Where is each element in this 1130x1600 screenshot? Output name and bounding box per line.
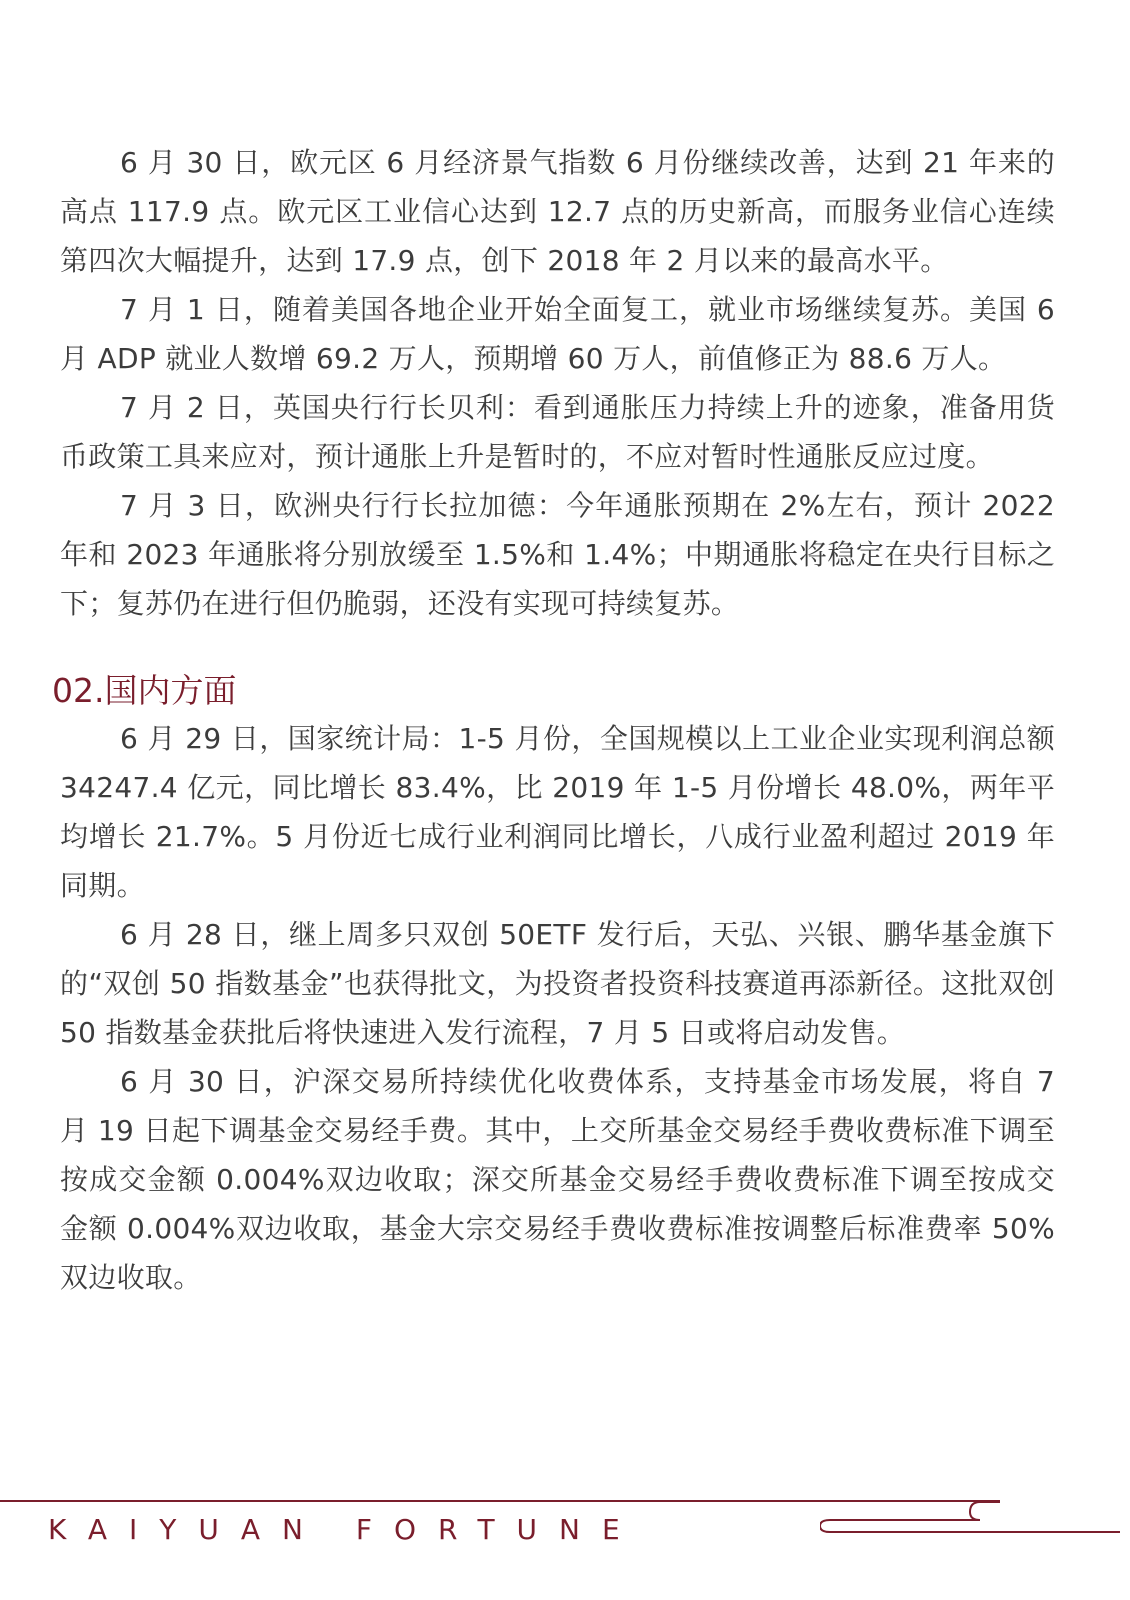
paragraph-dual-innovation-50: 6 月 28 日，继上周多只双创 50ETF 发行后，天弘、兴银、鹏华基金旗下的“双创 50 指数基金”也获得批文，为投资者投资科技赛道再添新径。这批双创 50 指数基金获批后将快速进入发行流程，7 月 5 日或将启动发售。: [60, 918, 1055, 1049]
section-title-domestic: 02.国内方面: [52, 671, 237, 710]
paragraph-eurozone-sentiment: 6 月 30 日，欧元区 6 月经济景气指数 6 月份继续改善，达到 21 年来的高点 117.9 点。欧元区工业信心达到 12.7 点的历史新高，而服务业信心连续第四次大幅提升，达到 17.9 点，创下 2018 年 2 月以来的最高水平。: [60, 146, 1055, 277]
page-footer: [0, 1470, 1130, 1550]
paragraph-boe-bailey: 7 月 2 日，英国央行行长贝利：看到通胀压力持续上升的迹象，准备用货币政策工具来应对，预计通胀上升是暂时的，不应对暂时性通胀反应过度。: [60, 391, 1055, 473]
footer-brand-wordmark: KAIYUAN FORTUNE: [48, 1513, 642, 1546]
paragraph-exchange-fees: 6 月 30 日，沪深交易所持续优化收费体系，支持基金市场发展，将自 7 月 19 日起下调基金交易经手费。其中，上交所基金交易经手费收费标准下调至按成交金额 0.004%双边收取；深交所基金交易经手费收费标准下调至按成交金额 0.004%双边收取，基金大宗交易经手费收费标准按调整后标准费率 50%双边收取。: [60, 1065, 1055, 1294]
paragraph-ecb-lagarde: 7 月 3 日，欧洲央行行长拉加德：今年通胀预期在 2%左右，预计 2022 年和 2023 年通胀将分别放缓至 1.5%和 1.4%；中期通胀将稳定在央行目标之下；复苏仍在进行但仍脆弱，还没有实现可持续复苏。: [60, 489, 1055, 620]
paragraph-us-adp: 7 月 1 日，随着美国各地企业开始全面复工，就业市场继续复苏。美国 6 月 ADP 就业人数增 69.2 万人，预期增 60 万人，前值修正为 88.6 万人。: [60, 293, 1055, 375]
document-body: [52, 138, 1055, 1302]
paragraph-nbs-profits: 6 月 29 日，国家统计局：1-5 月份，全国规模以上工业企业实现利润总额 34247.4 亿元，同比增长 83.4%，比 2019 年 1-5 月份增长 48.0%，两年平均增长 21.7%。5 月份近七成行业利润同比增长，八成行业盈利超过 2019 年同期。: [60, 722, 1055, 902]
footer-swoosh-icon: [820, 1492, 1120, 1542]
